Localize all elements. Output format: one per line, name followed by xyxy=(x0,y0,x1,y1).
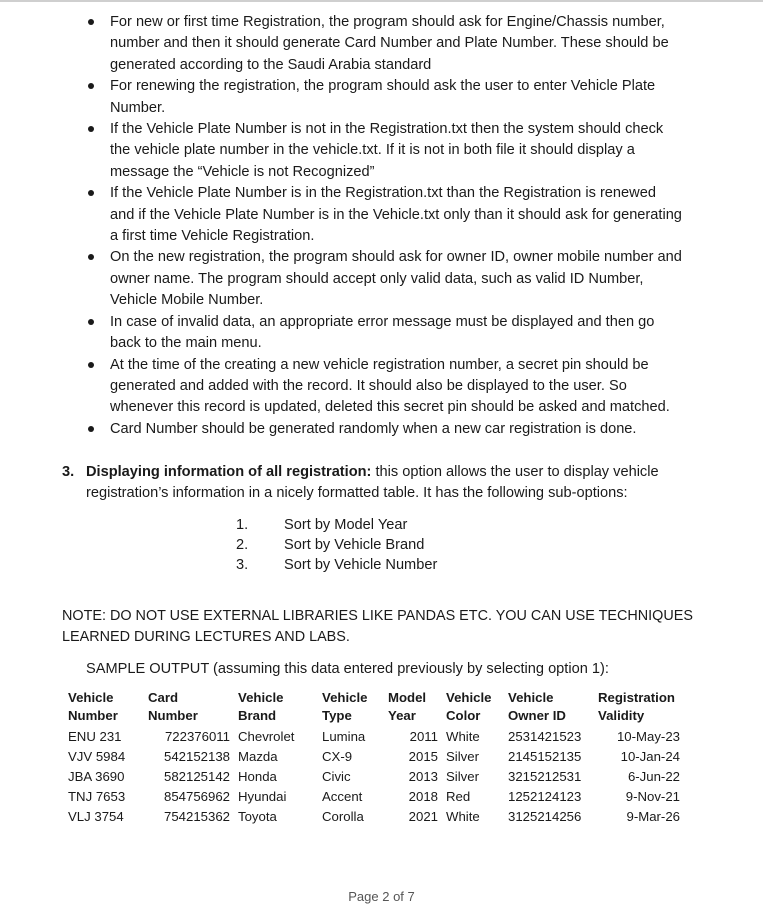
cell-vehicle-type: CX-9 xyxy=(322,749,353,764)
header-registration-validity xyxy=(594,689,684,727)
cell-card-number: 542152138 xyxy=(163,749,230,764)
cell-vehicle-number: JBA 3690 xyxy=(68,769,125,784)
header-line: Number xyxy=(68,708,118,723)
cell-vehicle-number: TNJ 7653 xyxy=(68,789,126,804)
cell-vehicle-color: Silver xyxy=(446,769,479,784)
cell-owner-id: 2531421523 xyxy=(508,729,582,744)
header-line: Vehicle xyxy=(508,690,554,705)
section-heading: Displaying information of all registration: xyxy=(86,464,372,480)
bullet-text: At the time of the creating a new vehicle registration number, a secret pin should be generated and added with the record. It should also be displayed to the user. So whenever this record is updated, deleted this secret pin should be asked and matched. xyxy=(110,356,670,416)
cell-registration-validity: 9-Mar-26 xyxy=(626,809,680,824)
header-line: Vehicle xyxy=(322,690,368,705)
table-row xyxy=(64,747,684,767)
bullet-dot-icon xyxy=(88,254,94,260)
cell-vehicle-color: Red xyxy=(446,789,471,804)
bullet-item xyxy=(0,119,763,183)
header-model-year xyxy=(384,689,442,727)
bullet-dot-icon xyxy=(88,126,94,132)
table-row xyxy=(64,787,684,807)
table-row xyxy=(64,727,684,747)
header-vehicle-number xyxy=(64,689,144,727)
header-line: Type xyxy=(322,708,352,723)
bullet-text: For new or first time Registration, the program should ask for Engine/Chassis number, number and then it should generate Card Number and Plate Number. These should be generated according to the Saudi Arabia standard xyxy=(110,14,669,73)
bullet-text: If the Vehicle Plate Number is not in the Registration.txt then the system should check the vehicle plate number in the vehicle.txt. If it is not in both file it should display a message the “Vehicle is not Recognized” xyxy=(110,121,664,180)
cell-vehicle-type: Corolla xyxy=(322,809,364,824)
sub-option xyxy=(236,516,437,536)
bullet-dot-icon xyxy=(88,319,94,325)
page-top-border xyxy=(0,0,763,2)
cell-model-year: 2015 xyxy=(408,749,438,764)
cell-model-year: 2013 xyxy=(408,769,438,784)
bullet-dot-icon xyxy=(88,19,94,25)
header-line: Vehicle xyxy=(446,690,492,705)
sample-caption: SAMPLE OUTPUT (assuming this data entered previously by selecting option 1): xyxy=(86,661,609,677)
table-header-row xyxy=(64,689,684,727)
header-line: Year xyxy=(388,708,416,723)
sample-output-table xyxy=(64,689,684,827)
header-vehicle-color xyxy=(442,689,504,727)
header-vehicle-type xyxy=(318,689,384,727)
cell-vehicle-brand: Hyundai xyxy=(238,789,287,804)
cell-vehicle-number: VJV 5984 xyxy=(68,749,126,764)
bullet-dot-icon xyxy=(88,83,94,89)
header-line: Brand xyxy=(238,708,277,723)
section-3 xyxy=(62,462,682,505)
cell-model-year: 2011 xyxy=(409,729,438,744)
cell-vehicle-type: Lumina xyxy=(322,729,366,744)
sub-option xyxy=(236,556,437,576)
header-card-number xyxy=(144,689,234,727)
cell-vehicle-color: Silver xyxy=(446,749,479,764)
bullet-text: Card Number should be generated randomly when a new car registration is done. xyxy=(110,420,637,437)
cell-model-year: 2021 xyxy=(408,809,438,824)
cell-card-number: 854756962 xyxy=(163,789,230,804)
bullet-dot-icon xyxy=(88,190,94,196)
cell-owner-id: 2145152135 xyxy=(508,749,582,764)
table-row xyxy=(64,807,684,827)
header-line: Number xyxy=(148,708,198,723)
section-text: this option allows the user to display vehicle registration’s information in a nicely formatted table. It has the following sub-options: xyxy=(86,464,659,502)
bullet-dot-icon xyxy=(88,426,94,432)
sub-option-number: 3. xyxy=(236,556,249,573)
requirements-bullet-list xyxy=(0,12,763,440)
bullet-item xyxy=(0,419,763,440)
cell-registration-validity: 10-Jan-24 xyxy=(620,749,680,764)
cell-card-number: 754215362 xyxy=(163,809,230,824)
header-line: Vehicle xyxy=(68,690,114,705)
header-owner-id xyxy=(504,689,594,727)
sub-options-list xyxy=(236,516,437,575)
section-body xyxy=(62,462,682,505)
bullet-item xyxy=(0,247,763,311)
cell-vehicle-color: White xyxy=(446,809,480,824)
bullet-item xyxy=(0,76,763,119)
cell-registration-validity: 10-May-23 xyxy=(616,729,680,744)
cell-owner-id: 3125214256 xyxy=(508,809,582,824)
bullet-item xyxy=(0,355,763,419)
cell-card-number: 582125142 xyxy=(163,769,230,784)
cell-model-year: 2018 xyxy=(408,789,438,804)
bullet-text: In case of invalid data, an appropriate error message must be displayed and then go back to the main menu. xyxy=(110,313,655,352)
header-vehicle-brand xyxy=(234,689,318,727)
cell-vehicle-type: Civic xyxy=(322,769,351,784)
sub-option-number: 2. xyxy=(236,536,249,553)
cell-vehicle-color: White xyxy=(446,729,480,744)
bullet-text: If the Vehicle Plate Number is in the Registration.txt than the Registration is renewed and if the Vehicle Plate Number is in the Vehicle.txt only than it should ask for generating a first time Vehicle Registration. xyxy=(110,185,682,245)
cell-card-number: 722376011 xyxy=(164,729,230,744)
header-line: Registration xyxy=(598,690,675,705)
cell-vehicle-brand: Chevrolet xyxy=(238,729,295,744)
cell-owner-id: 1252124123 xyxy=(508,789,582,804)
bullet-dot-icon xyxy=(88,362,94,368)
header-line: Card xyxy=(148,690,179,705)
bullet-text: On the new registration, the program should ask for owner ID, owner mobile number and owner name. The program should accept only valid data, such as valid ID Number, Vehicle Mobile Number. xyxy=(110,249,682,309)
sub-option-label: Sort by Vehicle Brand xyxy=(284,536,425,553)
cell-registration-validity: 6-Jun-22 xyxy=(627,769,680,784)
sub-option xyxy=(236,536,437,556)
sub-option-number: 1. xyxy=(236,517,249,533)
cell-vehicle-type: Accent xyxy=(322,789,363,804)
cell-vehicle-number: ENU 231 xyxy=(68,729,122,744)
sub-option-label: Sort by Model Year xyxy=(284,517,408,533)
section-number: 3. xyxy=(62,464,75,480)
page-number-footer: Page 2 of 7 xyxy=(348,889,415,904)
bullet-item xyxy=(0,12,763,76)
bullet-item xyxy=(0,312,763,355)
sub-option-label: Sort by Vehicle Number xyxy=(284,556,438,573)
table-row xyxy=(64,767,684,787)
header-line: Owner ID xyxy=(508,708,566,723)
header-line: Model xyxy=(388,690,427,705)
cell-vehicle-brand: Honda xyxy=(238,769,277,784)
note-text: NOTE: DO NOT USE EXTERNAL LIBRARIES LIKE PANDAS ETC. YOU CAN USE TECHNIQUES LEARNED DURING LECTURES AND LABS. xyxy=(62,608,693,645)
cell-vehicle-brand: Mazda xyxy=(238,749,278,764)
bullet-item xyxy=(0,183,763,247)
header-line: Color xyxy=(446,708,481,723)
header-line: Validity xyxy=(598,708,645,723)
bullet-text: For renewing the registration, the program should ask the user to enter Vehicle Plate Number. xyxy=(110,78,656,116)
cell-registration-validity: 9-Nov-21 xyxy=(625,789,680,804)
header-line: Vehicle xyxy=(238,690,284,705)
cell-vehicle-brand: Toyota xyxy=(238,809,277,824)
cell-vehicle-number: VLJ 3754 xyxy=(68,809,124,824)
cell-owner-id: 3215212531 xyxy=(508,769,582,784)
